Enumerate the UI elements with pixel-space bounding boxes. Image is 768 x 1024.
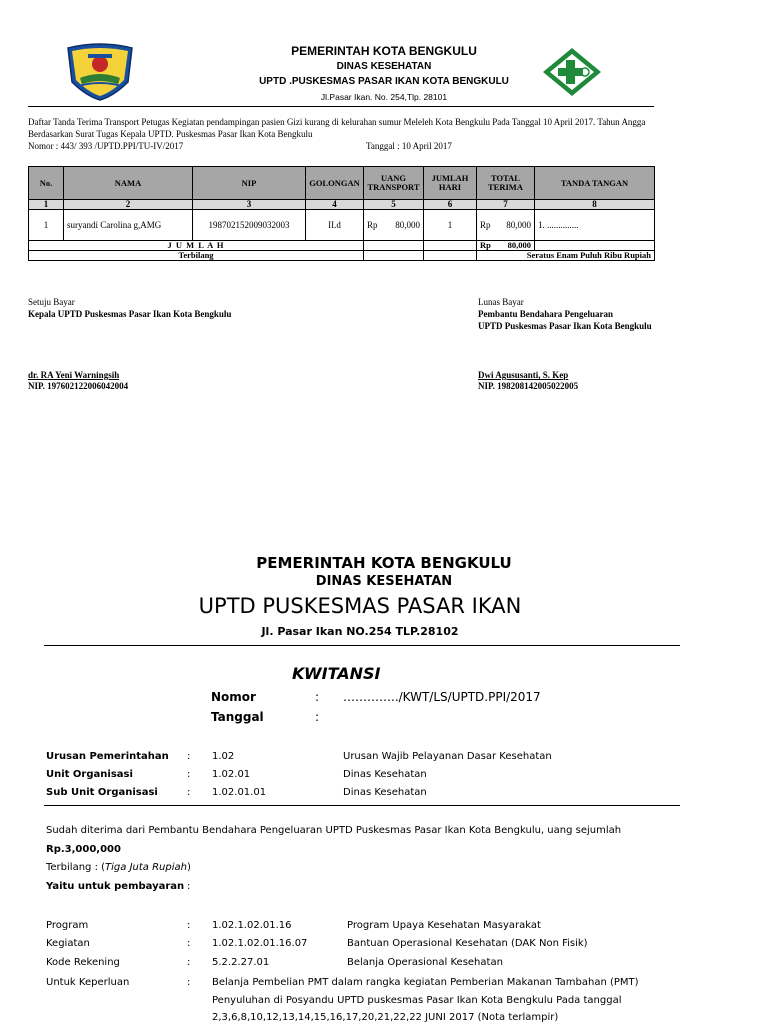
left-sign-line1: Setuju Bayar	[28, 297, 75, 307]
jumlah-empty	[535, 241, 655, 251]
program-label: Kegiatan	[46, 938, 90, 949]
program-desc: Belanja Operasional Kesehatan	[347, 957, 503, 968]
keperluan-line: 2,3,6,8,10,12,13,14,15,16,17,20,21,22,22 JUNI 2017 (Nota terlampir)	[212, 1012, 559, 1023]
doc1-intro-line2: Berdasarkan Surat Tugas Kepala UPTD. Puskesmas Pasar Ikan Kota Bengkulu	[28, 129, 313, 139]
untuk-label: Yaitu untuk pembayaran	[46, 881, 185, 892]
doc2-org-rule	[44, 805, 680, 806]
program-code: 1.02.1.02.01.16.07	[212, 938, 308, 949]
nomor-colon: :	[315, 690, 320, 704]
jumlah-empty	[424, 241, 477, 251]
table-row	[29, 210, 655, 241]
col-number: 3	[193, 200, 306, 210]
program-code: 5.2.2.27.01	[212, 957, 270, 968]
left-sign-nip: NIP. 197602122006042004	[28, 381, 129, 391]
doc2-header-line1: PEMERINTAH KOTA BENGKULU	[256, 554, 512, 572]
jumlah-amount: 80,000	[507, 240, 531, 250]
terbilang-empty	[424, 251, 477, 261]
doc1-header-line4: Jl.Pasar Ikan. No. 254,Tlp. 28101	[320, 92, 448, 102]
jumlah-total	[477, 241, 535, 251]
col-header-golongan: GOLONGAN	[306, 167, 364, 200]
doc1-header-line1: PEMERINTAH KOTA BENGKULU	[291, 44, 477, 58]
keperluan-colon: :	[187, 977, 191, 988]
doc1-intro-line1: Daftar Tanda Terima Transport Petugas Kegiatan pendampingan pasien Gizi kurang di kelurahan sumur Meleleh Kota Bengkulu Pada Tanggal 10 April 2017. Tahun Angga	[28, 117, 646, 127]
tanggal-colon: :	[315, 710, 320, 724]
transport-table	[28, 166, 655, 261]
cell-amount: 80,000	[395, 220, 420, 230]
terbilang-value: Seratus Enam Puluh Ribu Rupiah	[477, 251, 655, 261]
health-cross-logo	[541, 46, 603, 98]
doc1-header-rule	[28, 106, 654, 107]
table-header-row	[29, 167, 655, 200]
org-code: 1.02	[212, 751, 235, 762]
col-number: 4	[306, 200, 364, 210]
program-colon: :	[187, 957, 191, 968]
col-number: 6	[424, 200, 477, 210]
program-colon: :	[187, 920, 191, 931]
nomor-value: …………../KWT/LS/UPTD.PPI/2017	[343, 690, 541, 704]
jumlah-currency: Rp	[480, 240, 491, 250]
col-header-nip: NIP	[193, 167, 306, 200]
right-sign-line2: Pembantu Bendahara Pengeluaran	[478, 309, 614, 319]
cell-golongan: II.d	[306, 210, 364, 241]
nomor-label: Nomor	[211, 690, 256, 704]
col-header-jumlah-hari: JUMLAH HARI	[424, 167, 477, 200]
col-header-total-terima: TOTAL TERIMA	[477, 167, 535, 200]
col-number: 1	[29, 200, 64, 210]
right-sign-line3: UPTD Puskesmas Pasar Ikan Kota Bengkulu	[478, 321, 652, 331]
program-code: 1.02.1.02.01.16	[212, 920, 292, 931]
right-sign-line1: Lunas Bayar	[478, 297, 524, 307]
cell-currency: Rp	[367, 220, 378, 230]
jumlah-label: J U M L A H	[29, 241, 364, 251]
program-desc: Program Upaya Kesehatan Masyarakat	[347, 920, 541, 931]
terbilang-line	[46, 862, 191, 873]
cell-currency: Rp	[480, 220, 491, 230]
doc1-nomor: Nomor : 443/ 393 /UPTD.PPI/TU-IV/2017	[28, 141, 184, 151]
org-label: Unit Organisasi	[46, 769, 133, 780]
col-number: 5	[364, 200, 424, 210]
doc2-header-line3: UPTD PUSKESMAS PASAR IKAN	[198, 594, 522, 618]
col-header-nama: NAMA	[64, 167, 193, 200]
keperluan-line: Belanja Pembelian PMT dalam rangka kegiatan Pemberian Makanan Tambahan (PMT)	[212, 977, 639, 988]
doc2-header-line2: DINAS KESEHATAN	[315, 574, 453, 589]
doc1-tanggal: Tanggal : 10 April 2017	[366, 141, 452, 151]
right-sign-name: Dwi Agususanti, S. Kep	[478, 370, 569, 380]
program-label: Program	[46, 920, 89, 931]
org-desc: Dinas Kesehatan	[343, 787, 427, 798]
col-header-uang-transport: UANG TRANSPORT	[364, 167, 424, 200]
tanggal-label: Tanggal	[211, 710, 264, 724]
cell-tanda-tangan: 1. ..............	[535, 210, 655, 241]
keperluan-line: Penyuluhan di Posyandu UPTD puskesmas Pasar Ikan Kota Bengkulu Pada tanggal	[212, 995, 622, 1006]
org-code: 1.02.01.01	[212, 787, 267, 798]
amount: Rp.3,000,000	[46, 844, 121, 855]
col-header-tanda-tangan: TANDA TANGAN	[535, 167, 655, 200]
jumlah-empty	[364, 241, 424, 251]
cell-jumlah-hari: 1	[424, 210, 477, 241]
col-number: 2	[64, 200, 193, 210]
table-terbilang-row	[29, 251, 655, 261]
cell-uang-transport	[364, 210, 424, 241]
cell-nama: suryandi Carolina g,AMG	[64, 210, 193, 241]
left-sign-name: dr. RA Yeni Warningsih	[28, 370, 120, 380]
terbilang-prefix: Terbilang : (	[46, 862, 106, 873]
col-header-no: No.	[29, 167, 64, 200]
org-colon: :	[187, 769, 191, 780]
terbilang-label: Terbilang	[29, 251, 364, 261]
org-desc: Urusan Wajib Pelayanan Dasar Kesehatan	[343, 751, 552, 762]
org-code: 1.02.01	[212, 769, 251, 780]
kwitansi-title: KWITANSI	[292, 664, 381, 683]
cell-nip: 198702152009032003	[193, 210, 306, 241]
terbilang-suffix: )	[186, 862, 191, 873]
cell-amount: 80,000	[506, 220, 531, 230]
program-desc: Bantuan Operasional Kesehatan (DAK Non Fisik)	[347, 938, 588, 949]
program-colon: :	[187, 938, 191, 949]
doc1-header-line2: DINAS KESEHATAN	[336, 61, 432, 72]
terbilang-empty	[364, 251, 424, 261]
cell-no: 1	[29, 210, 64, 241]
org-label: Urusan Pemerintahan	[46, 751, 169, 762]
right-sign-nip: NIP. 198208142005022005	[478, 381, 579, 391]
col-number: 7	[477, 200, 535, 210]
table-jumlah-row	[29, 241, 655, 251]
terbilang-value: Tiga Juta Rupiah	[105, 862, 187, 873]
untuk-colon: :	[187, 881, 191, 892]
org-desc: Dinas Kesehatan	[343, 769, 427, 780]
col-number: 8	[535, 200, 655, 210]
doc2-header-line4: Jl. Pasar Ikan NO.254 TLP.28102	[261, 625, 459, 638]
left-sign-line2: Kepala UPTD Puskesmas Pasar Ikan Kota Bengkulu	[28, 309, 232, 319]
org-colon: :	[187, 751, 191, 762]
received-text: Sudah diterima dari Pembantu Bendahara Pengeluaran UPTD Puskesmas Pasar Ikan Kota Bengkulu, uang sejumlah	[46, 825, 622, 836]
doc1-header-line3: UPTD .PUSKESMAS PASAR IKAN KOTA BENGKULU	[259, 76, 509, 87]
program-label: Kode Rekening	[46, 957, 120, 968]
doc2-header-rule	[44, 645, 680, 646]
keperluan-label: Untuk Keperluan	[46, 977, 130, 988]
org-label: Sub Unit Organisasi	[46, 787, 158, 798]
org-colon: :	[187, 787, 191, 798]
cell-total-terima	[477, 210, 535, 241]
table-number-row	[29, 200, 655, 210]
